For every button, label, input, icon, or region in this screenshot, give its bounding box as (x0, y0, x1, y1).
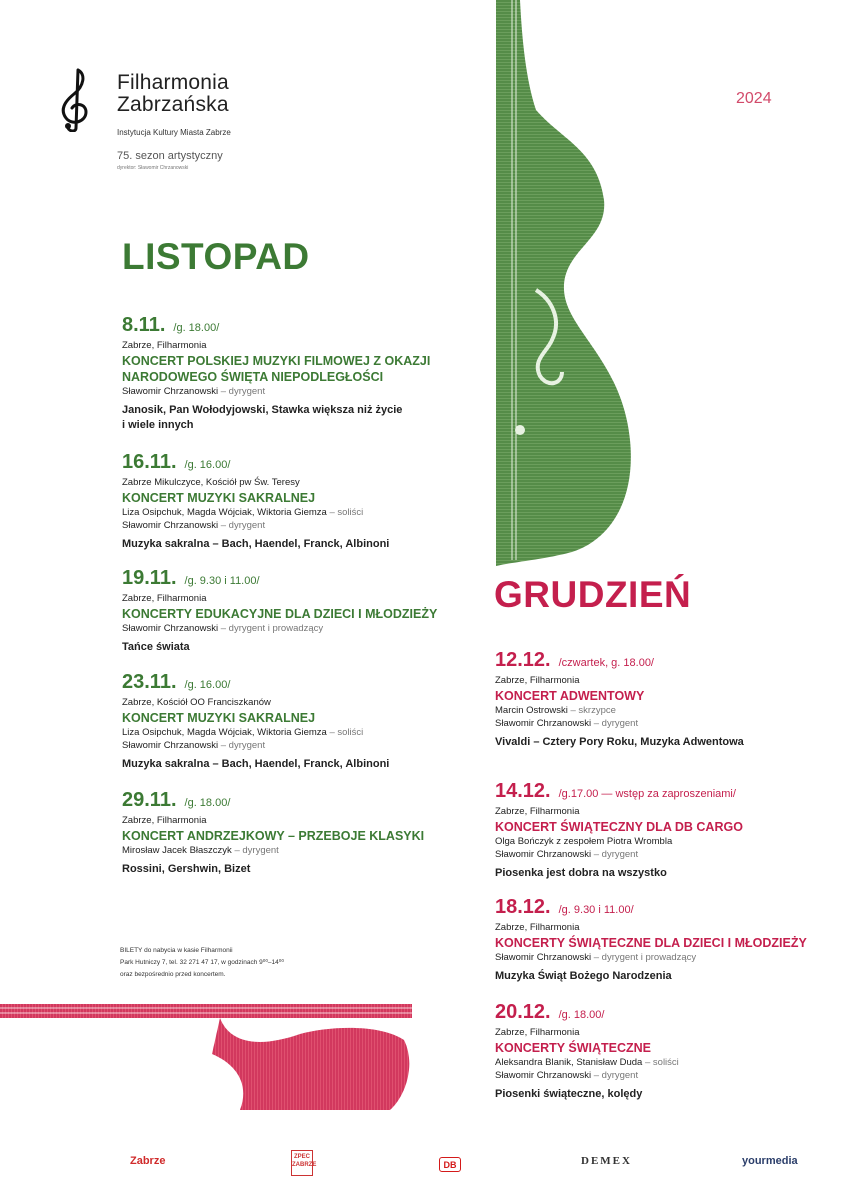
sponsor-demex-logo: DEMEX (581, 1155, 632, 1167)
event-time: /czwartek, g. 18.00/ (558, 657, 654, 669)
event-date: 14.12. (495, 780, 551, 802)
event-time: /g. 9.30 i 11.00/ (184, 575, 260, 587)
event-venue: Zabrze, Kościół OO Franciszkanów (122, 697, 271, 708)
event-title: KONCERTY ŚWIĄTECZNE (495, 1041, 652, 1055)
event-program: Muzyka Świąt Bożego Narodzenia (495, 970, 672, 982)
event-title: KONCERTY EDUKACYJNE DLA DZIECI I MŁODZIEŻY (122, 607, 438, 621)
sponsor-db-logo: DB (439, 1157, 461, 1172)
event-performer: Aleksandra Blanik, Stanisław Duda – soliści (495, 1057, 679, 1068)
event-performer: Sławomir Chrzanowski – dyrygent i prowadzący (495, 952, 697, 963)
season-label: 75. sezon artystyczny (117, 150, 223, 162)
event-16-11 (122, 450, 472, 552)
brand-line-2: Zabrzańska (117, 93, 229, 116)
event-date: 18.12. (495, 896, 551, 918)
event-performer: Sławomir Chrzanowski – dyrygent (122, 520, 266, 531)
event-29-11 (122, 788, 472, 877)
treble-clef-icon (56, 66, 96, 132)
event-program: Tańce świata (122, 641, 190, 653)
event-14-12 (495, 779, 835, 881)
event-date: 20.12. (495, 1001, 551, 1023)
event-time: /g. 16.00/ (184, 679, 231, 691)
event-date: 8.11. (122, 314, 166, 336)
event-title: KONCERT ANDRZEJKOWY – PRZEBOJE KLASYKI (122, 829, 425, 843)
event-time: /g. 9.30 i 11.00/ (558, 904, 634, 916)
event-12-12 (495, 648, 835, 750)
brand-line-1: Filharmonia (117, 71, 229, 94)
event-date: 29.11. (122, 789, 177, 811)
event-time: /g.17.00 — wstęp za zaproszeniami/ (558, 788, 736, 800)
sponsor-zpec-logo: ZPEC ZABRZE (291, 1150, 313, 1176)
event-date: 23.11. (122, 671, 177, 693)
event-performer: Liza Osipchuk, Magda Wójciak, Wiktoria Giemza – soliści (122, 507, 364, 518)
event-8-11 (122, 313, 472, 433)
event-date: 19.11. (122, 567, 177, 589)
sponsor-zabrze-logo: Zabrze (130, 1155, 166, 1167)
event-program: Piosenki świąteczne, kolędy (495, 1088, 643, 1100)
event-title: KONCERT ŚWIĄTECZNY DLA DB CARGO (495, 820, 743, 834)
institution-label: Instytucja Kultury Miasta Zabrze (117, 128, 231, 137)
violin-green-illustration (492, 0, 642, 566)
event-date: 16.11. (122, 451, 177, 473)
event-performer: Sławomir Chrzanowski – dyrygent i prowadzący (122, 623, 324, 634)
event-title: KONCERT MUZYKI SAKRALNEJ (122, 711, 316, 725)
event-time: /g. 16.00/ (184, 459, 231, 471)
event-performer: Liza Osipchuk, Magda Wójciak, Wiktoria Giemza – soliści (122, 727, 364, 738)
event-venue: Zabrze, Filharmonia (495, 806, 580, 817)
event-program: Piosenka jest dobra na wszystko (495, 867, 667, 879)
event-performer: Mirosław Jacek Błaszczyk – dyrygent (122, 845, 279, 856)
event-performer: Olga Bończyk z zespołem Piotra Wrombla (495, 836, 673, 847)
event-venue: Zabrze Mikulczyce, Kościół pw Św. Teresy (122, 477, 300, 488)
event-title: KONCERT ADWENTOWY (495, 689, 645, 703)
event-program: Rossini, Gershwin, Bizet (122, 863, 251, 875)
december-heading: GRUDZIEŃ (494, 574, 692, 615)
event-20-12 (495, 1000, 835, 1102)
event-venue: Zabrze, Filharmonia (122, 815, 207, 826)
event-venue: Zabrze, Filharmonia (122, 340, 207, 351)
event-program: Vivaldi – Cztery Pory Roku, Muzyka Adwentowa (495, 736, 744, 748)
event-time: /g. 18.00/ (184, 797, 231, 809)
event-19-11 (122, 566, 472, 655)
event-performer: Sławomir Chrzanowski – dyrygent (495, 718, 639, 729)
tickets-info: BILETY do nabycia w kasie Filharmonii Park Hutniczy 7, tel. 32 271 47 17, w godzinach 9⁰⁰–14⁰⁰ oraz bezpośrednio przed koncertem. (120, 947, 284, 978)
event-performer: Sławomir Chrzanowski – dyrygent (122, 740, 266, 751)
year-label: 2024 (736, 90, 772, 107)
director-label: dyrektor: Sławomir Chrzanowski (117, 165, 189, 171)
event-performer: Sławomir Chrzanowski – dyrygent (122, 386, 266, 397)
sponsor-yourmedia-logo: yourmedia (742, 1155, 798, 1167)
event-venue: Zabrze, Filharmonia (495, 922, 580, 933)
violin-red-illustration (0, 1004, 412, 1110)
event-venue: Zabrze, Filharmonia (495, 1027, 580, 1038)
event-time: /g. 18.00/ (558, 1009, 605, 1021)
november-heading: LISTOPAD (122, 236, 310, 277)
event-performer: Sławomir Chrzanowski – dyrygent (495, 849, 639, 860)
brand-name (117, 72, 229, 116)
event-performer: Marcin Ostrowski – skrzypce (495, 705, 616, 716)
event-venue: Zabrze, Filharmonia (495, 675, 580, 686)
event-23-11 (122, 670, 472, 772)
event-program: Muzyka sakralna – Bach, Haendel, Franck, Albinoni (122, 538, 390, 550)
event-venue: Zabrze, Filharmonia (122, 593, 207, 604)
event-18-12 (495, 895, 835, 984)
event-date: 12.12. (495, 649, 551, 671)
event-performer: Sławomir Chrzanowski – dyrygent (495, 1070, 639, 1081)
event-title: KONCERT POLSKIEJ MUZYKI FILMOWEJ Z OKAZJI NARODOWEGO ŚWIĘTA NIEPODLEGŁOŚCI (122, 354, 431, 384)
event-title: KONCERT MUZYKI SAKRALNEJ (122, 491, 316, 505)
event-program: Muzyka sakralna – Bach, Haendel, Franck, Albinoni (122, 758, 390, 770)
event-program: Janosik, Pan Wołodyjowski, Stawka większa niż życie i wiele innych (122, 404, 403, 431)
event-title: KONCERTY ŚWIĄTECZNE DLA DZIECI I MŁODZIEŻY (495, 936, 807, 950)
event-time: /g. 18.00/ (173, 322, 220, 334)
